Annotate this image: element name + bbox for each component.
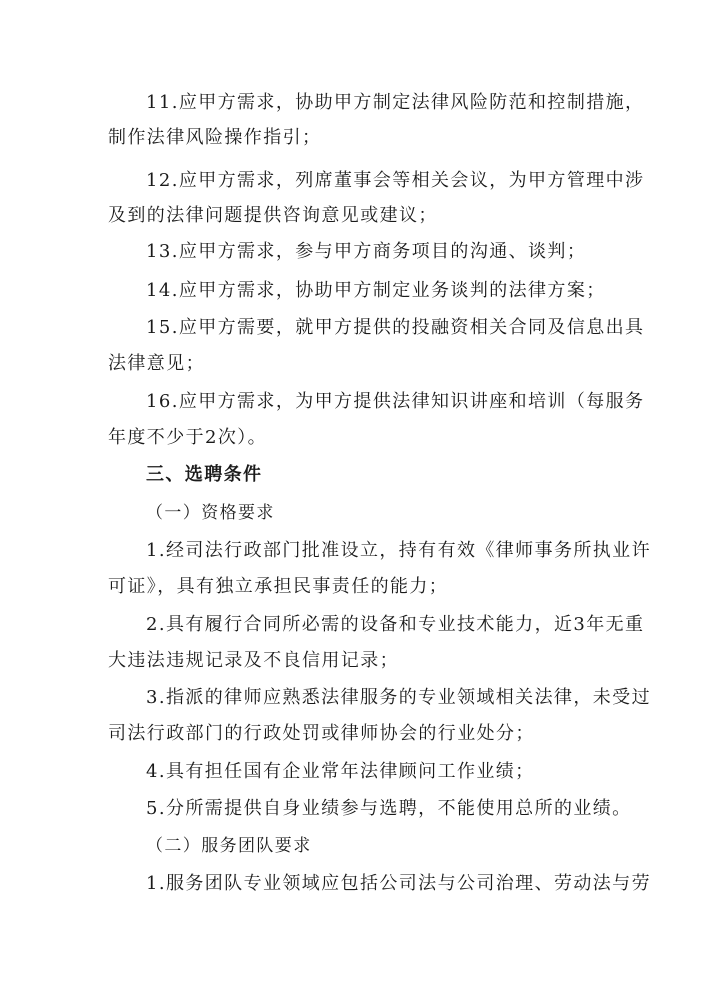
item-15-line-1: 15.应甲方需要，就甲方提供的投融资相关合同及信息出具 xyxy=(146,317,645,338)
qual-2-line-1: 2.具有履行合同所必需的设备和专业技术能力，近3年无重 xyxy=(146,614,645,635)
section-heading-selection-conditions: 三、选聘条件 xyxy=(146,464,263,485)
item-14-line: 14.应甲方需求，协助甲方制定业务谈判的法律方案； xyxy=(146,280,606,301)
item-16-line-2: 年度不少于2次）。 xyxy=(108,427,268,448)
item-12-line-1: 12.应甲方需求，列席董事会等相关会议，为甲方管理中涉 xyxy=(146,170,645,191)
qual-3-line-1: 3.指派的律师应熟悉法律服务的专业领域相关法律，未受过 xyxy=(146,687,651,708)
qual-3-line-2: 司法行政部门的行政处罚或律师协会的行业处分； xyxy=(108,723,535,744)
item-12-line-2: 及到的法律问题提供咨询意见或建议； xyxy=(108,205,438,226)
qual-5-line: 5.分所需提供自身业绩参与选聘，不能使用总所的业绩。 xyxy=(146,798,632,819)
item-15-line-2: 法律意见； xyxy=(108,353,205,374)
team-1-line-1: 1.服务团队专业领域应包括公司法与公司治理、劳动法与劳 xyxy=(146,873,651,894)
item-16-line-1: 16.应甲方需求，为甲方提供法律知识讲座和培训（每服务 xyxy=(146,391,645,412)
subheading-qualification: （一）资格要求 xyxy=(146,503,275,523)
qual-4-line: 4.具有担任国有企业常年法律顾问工作业绩； xyxy=(146,761,535,782)
item-11-line-1: 11.应甲方需求，协助甲方制定法律风险防范和控制措施， xyxy=(146,92,645,113)
subheading-service-team: （二）服务团队要求 xyxy=(146,836,312,856)
item-11-line-2: 制作法律风险操作指引； xyxy=(108,127,322,148)
item-13-line: 13.应甲方需求，参与甲方商务项目的沟通、谈判； xyxy=(146,241,587,262)
qual-2-line-2: 大违法违规记录及不良信用记录； xyxy=(108,650,399,671)
qual-1-line-2: 可证》，具有独立承担民事责任的能力； xyxy=(108,576,449,597)
qual-1-line-1: 1.经司法行政部门批准设立，持有有效《律师事务所执业许 xyxy=(146,540,651,561)
